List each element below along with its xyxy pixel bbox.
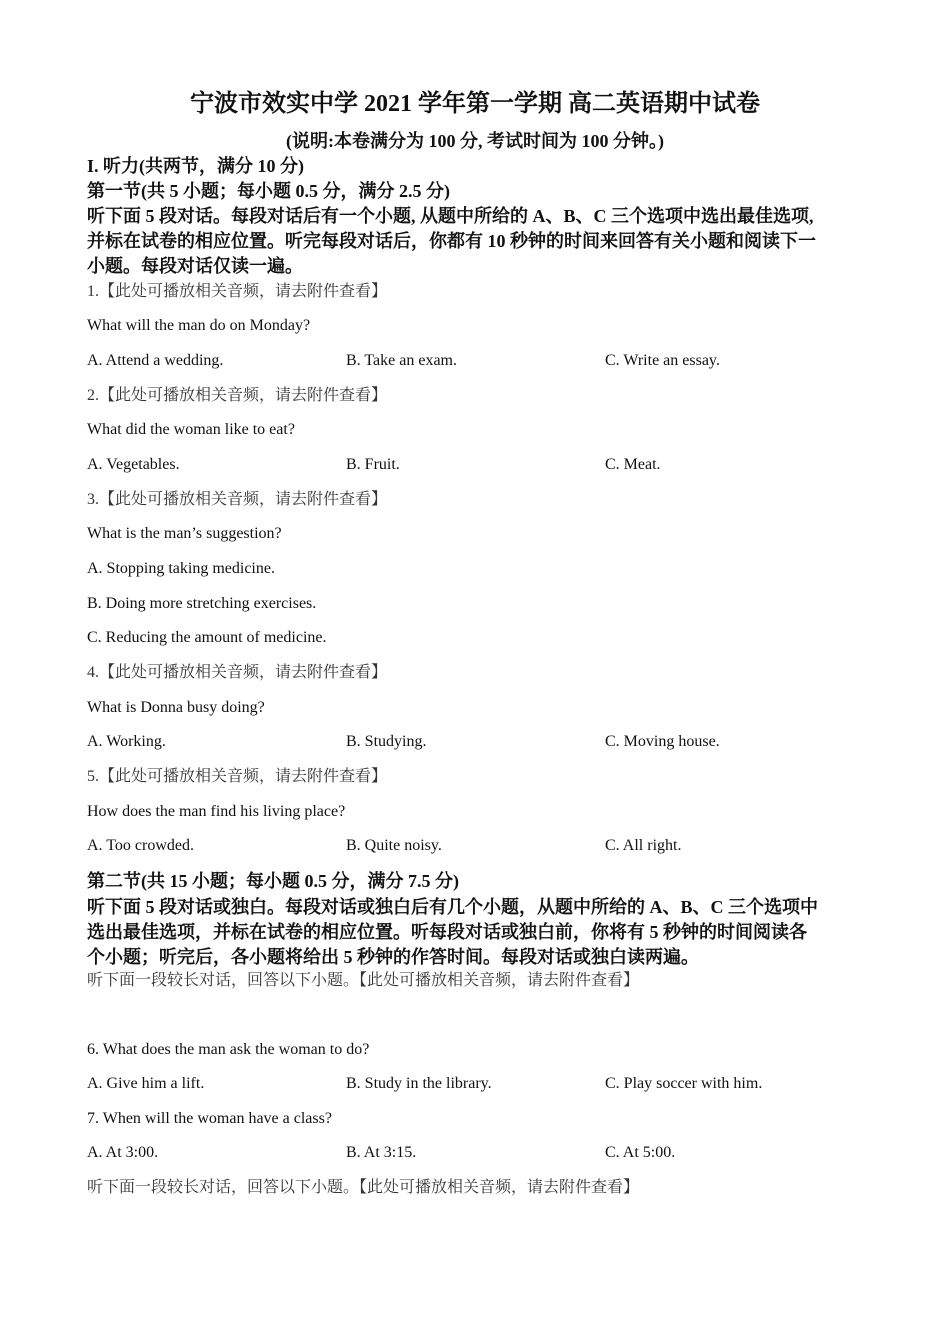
part1-heading: I. 听力(共两节，满分 10 分) bbox=[87, 156, 304, 176]
q1-option-c: C. Write an essay. bbox=[605, 352, 720, 369]
q4-audio-note: 4.【此处可播放相关音频，请去附件查看】 bbox=[87, 664, 388, 681]
listen-note-2: 听下面一段较长对话，回答以下小题。【此处可播放相关音频，请去附件查看】 bbox=[87, 1179, 640, 1196]
q1-stem: What will the man do on Monday? bbox=[87, 317, 311, 334]
q7-option-c: C. At 5:00. bbox=[605, 1144, 676, 1161]
q6-option-a: A. Give him a lift. bbox=[87, 1075, 205, 1092]
q1-audio-note: 1.【此处可播放相关音频，请去附件查看】 bbox=[87, 283, 388, 300]
section1-instructions-line3: 小题。每段对话仅读一遍。 bbox=[87, 256, 303, 276]
q5-option-b: B. Quite noisy. bbox=[346, 837, 442, 854]
q2-option-a: A. Vegetables. bbox=[87, 456, 180, 473]
q5-option-a: A. Too crowded. bbox=[87, 837, 195, 854]
listen-note-1: 听下面一段较长对话，回答以下小题。【此处可播放相关音频，请去附件查看】 bbox=[87, 972, 640, 989]
q7-option-b: B. At 3:15. bbox=[346, 1144, 417, 1161]
page-title: 宁波市效实中学 2021 学年第一学期 高二英语期中试卷 bbox=[190, 91, 760, 117]
section2-instructions-line1: 听下面 5 段对话或独白。每段对话或独白后有几个小题，从题中所给的 A、B、C 三个选项中 bbox=[87, 897, 818, 917]
q4-option-a: A. Working. bbox=[87, 733, 166, 750]
q6-stem: 6. What does the man ask the woman to do? bbox=[87, 1041, 370, 1058]
section2-instructions-line2: 选出最佳选项，并标在试卷的相应位置。听每段对话或独白前，你将有 5 秒钟的时间阅读各 bbox=[87, 922, 807, 942]
q6-option-b: B. Study in the library. bbox=[346, 1075, 492, 1092]
q4-option-c: C. Moving house. bbox=[605, 733, 720, 750]
q5-stem: How does the man find his living place? bbox=[87, 803, 346, 820]
q1-option-a: A. Attend a wedding. bbox=[87, 352, 224, 369]
q2-audio-note: 2.【此处可播放相关音频，请去附件查看】 bbox=[87, 387, 388, 404]
q2-option-b: B. Fruit. bbox=[346, 456, 400, 473]
section1-instructions-line2: 并标在试卷的相应位置。听完每段对话后，你都有 10 秒钟的时间来回答有关小题和阅读下一 bbox=[87, 231, 816, 251]
q3-audio-note: 3.【此处可播放相关音频，请去附件查看】 bbox=[87, 491, 388, 508]
q3-option-b: B. Doing more stretching exercises. bbox=[87, 595, 317, 612]
section2-heading: 第二节(共 15 小题；每小题 0.5 分，满分 7.5 分) bbox=[87, 871, 459, 891]
page-subtitle: (说明:本卷满分为 100 分, 考试时间为 100 分钟。) bbox=[286, 131, 664, 151]
q5-option-c: C. All right. bbox=[605, 837, 682, 854]
q5-audio-note: 5.【此处可播放相关音频，请去附件查看】 bbox=[87, 768, 388, 785]
section1-instructions-line1: 听下面 5 段对话。每段对话后有一个小题, 从题中所给的 A、B、C 三个选项中选出最佳选项, bbox=[87, 206, 814, 226]
q7-stem: 7. When will the woman have a class? bbox=[87, 1110, 332, 1127]
section2-instructions-line3: 个小题；听完后，各小题将给出 5 秒钟的作答时间。每段对话或独白读两遍。 bbox=[87, 947, 699, 967]
q3-option-c: C. Reducing the amount of medicine. bbox=[87, 629, 327, 646]
section1-heading: 第一节(共 5 小题；每小题 0.5 分，满分 2.5 分) bbox=[87, 181, 450, 201]
q6-option-c: C. Play soccer with him. bbox=[605, 1075, 763, 1092]
q1-option-b: B. Take an exam. bbox=[346, 352, 457, 369]
q3-stem: What is the man’s suggestion? bbox=[87, 525, 282, 542]
q4-stem: What is Donna busy doing? bbox=[87, 699, 265, 716]
q7-option-a: A. At 3:00. bbox=[87, 1144, 159, 1161]
q2-option-c: C. Meat. bbox=[605, 456, 661, 473]
q2-stem: What did the woman like to eat? bbox=[87, 421, 295, 438]
q4-option-b: B. Studying. bbox=[346, 733, 427, 750]
q3-option-a: A. Stopping taking medicine. bbox=[87, 560, 275, 577]
